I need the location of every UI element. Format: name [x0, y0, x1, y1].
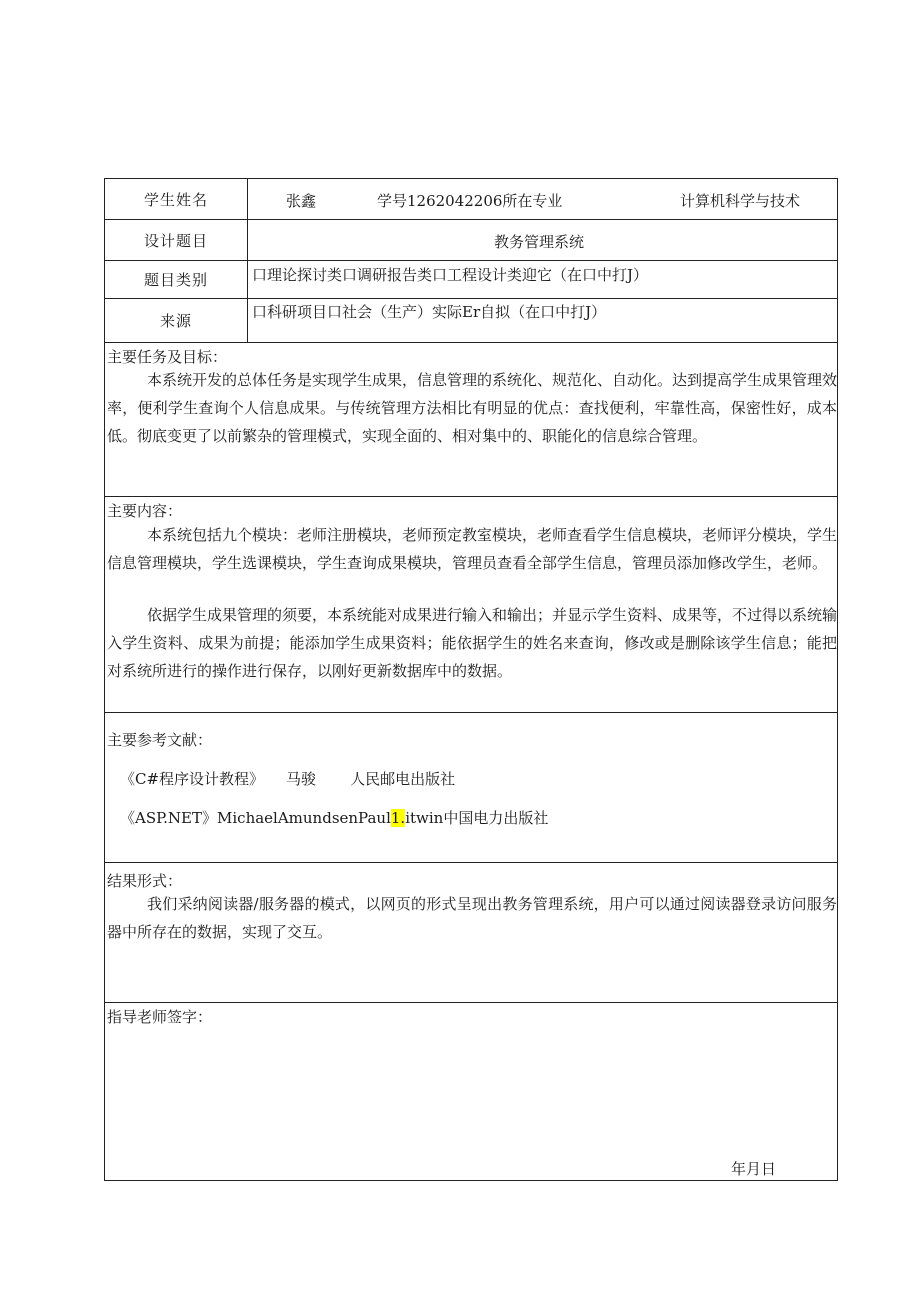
reference-1 [120, 768, 455, 789]
topic-value: 教务管理系统 [494, 233, 585, 251]
signature-section [105, 1003, 837, 1182]
proposal-form [104, 178, 838, 1181]
signature-date: 年月日 [731, 1160, 777, 1178]
topic-label: 设计题目 [105, 220, 248, 260]
student-info-cell [248, 179, 837, 219]
major-value: 计算机科学与技术 [680, 192, 801, 210]
student-info-row [105, 179, 837, 220]
reference-2-highlight: 1. [390, 809, 406, 827]
category-cell [248, 261, 837, 298]
reference-1-title: 《C#程序设计教程》 [120, 770, 265, 788]
references-section [105, 713, 837, 863]
content-heading: 主要内容： [107, 502, 183, 520]
content-paragraph-2: 依据学生成果管理的须要，本系统能对成果进行输入和输出；并显示学生资料、成果等，不过得以系统输入学生资料、成果为前提；能添加学生成果资料；能依据学生的姓名来查询，修改或是删除该学生信息；能把对系统所进行的操作进行保存，以刚好更新数据库中的数据。 [107, 606, 838, 680]
tasks-section [105, 343, 837, 497]
student-id-major-label: 学号1262042206所在专业 [377, 192, 563, 210]
result-heading: 结果形式： [107, 872, 183, 890]
reference-2-suffix: itwin中国电力出版社 [405, 809, 549, 827]
topic-row [105, 220, 837, 261]
source-row [105, 299, 837, 343]
reference-2 [120, 807, 548, 828]
reference-1-author: 马骏 [286, 770, 317, 788]
source-label: 来源 [105, 299, 248, 342]
references-heading: 主要参考文献： [107, 731, 213, 749]
student-name-value: 张鑫 [286, 192, 317, 210]
signature-heading: 指导老师签字： [107, 1008, 213, 1026]
tasks-paragraph: 本系统开发的总体任务是实现学生成果，信息管理的系统化、规范化、自动化。达到提高学生成果管理效率，便利学生查询个人信息成果。与传统管理方法相比有明显的优点：查找便利，牢靠性高，保密性好，成本低。彻底变更了以前繁杂的管理模式，实现全面的、相对集中的、职能化的信息综合管理。 [107, 371, 838, 445]
student-name-label: 学生姓名 [105, 179, 248, 219]
content-paragraph-1: 本系统包括九个模块：老师注册模块，老师预定教室模块，老师查看学生信息模块，老师评分模块，学生信息管理模块，学生选课模块，学生查询成果模块，管理员查看全部学生信息，管理员添加修改学生，老师。 [107, 526, 838, 572]
source-cell [248, 299, 837, 342]
content-section [105, 497, 837, 713]
category-value: 口理论探讨类口调研报告类口工程设计类迎它（在口中打J） [252, 266, 649, 284]
reference-1-publisher: 人民邮电出版社 [350, 770, 456, 788]
topic-cell [248, 220, 837, 260]
result-paragraph: 我们采纳阅读器/服务器的模式，以网页的形式呈现出教务管理系统，用户可以通过阅读器登录访问服务器中所存在的数据，实现了交互。 [107, 895, 837, 941]
result-section [105, 863, 837, 1003]
tasks-heading: 主要任务及目标： [107, 348, 228, 366]
category-label: 题目类别 [105, 261, 248, 298]
category-row [105, 261, 837, 299]
source-value: 口科研项目口社会（生产）实际Er自拟（在口中打J） [252, 303, 607, 321]
reference-2-prefix: 《ASP.NET》MichaelAmundsenPaul [120, 809, 391, 827]
